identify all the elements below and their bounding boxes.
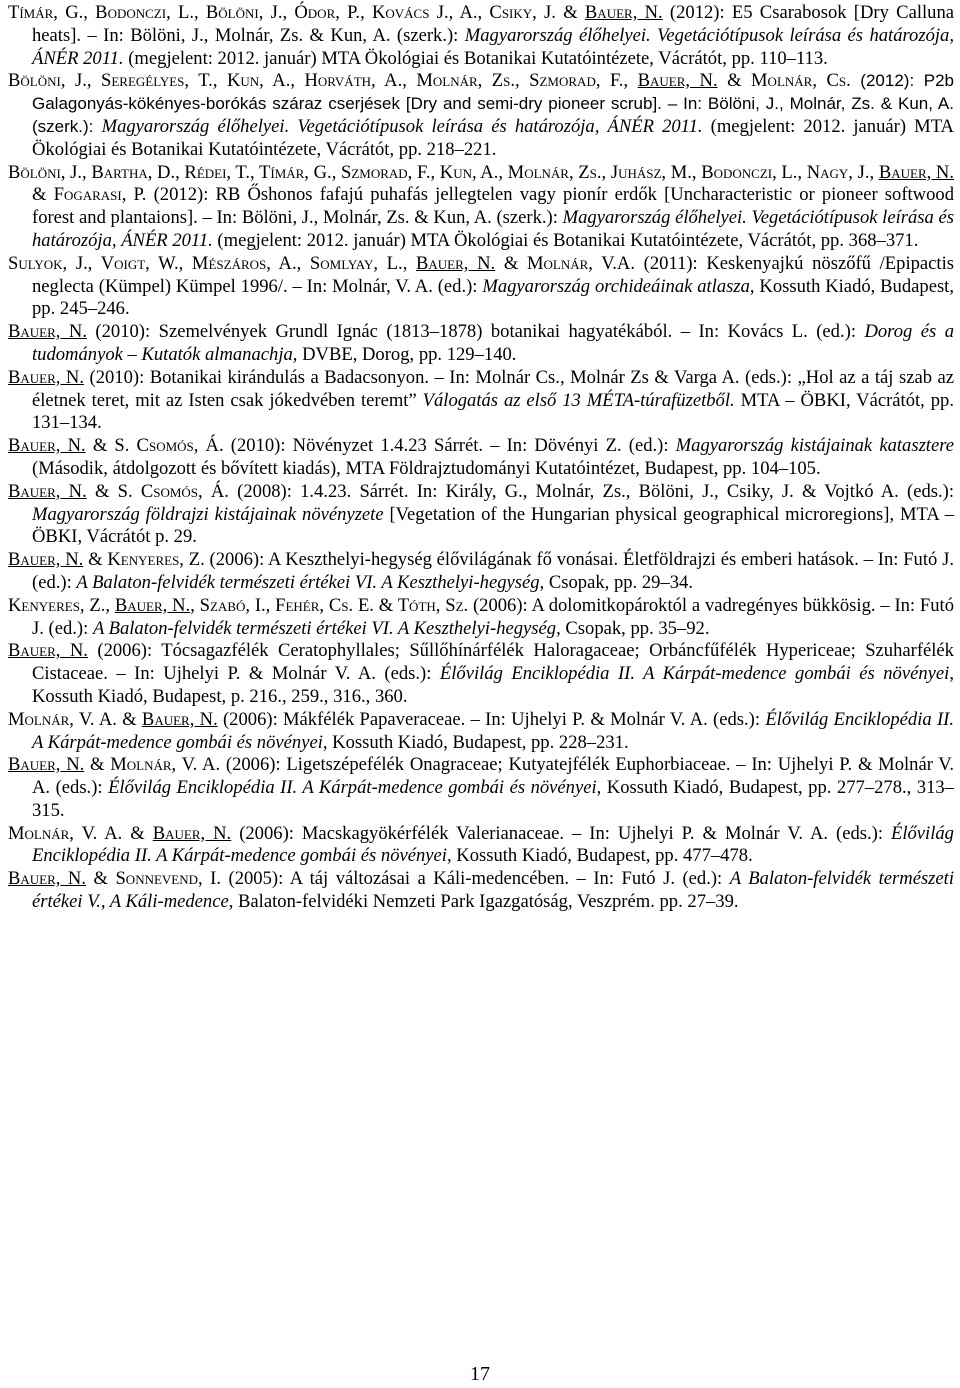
reference-text: , Csopak, pp. 29–34. (539, 571, 693, 593)
reference-text: & S. Csomós, Á. (86, 480, 229, 502)
reference-text: (2011): Keskenyajkú nöszőfű /Epipactis neglecta (Kümpel) Kümpel 1996/. – In: Molnár, V. A. (ed.): (32, 252, 954, 297)
reference-text: (2006): Tócsagazfélék Ceratophyllales; Sűllőhínárfélék Haloragaceae; Orbáncfűfélék Hypericeae; Szuharfélék Cistaceae. – In: Ujhelyi P. & Molnár V. A. (eds.): (32, 640, 954, 685)
reference-text: Bauer, N. (8, 549, 84, 571)
reference-text: Magyarország orchideáinak atlasza (482, 275, 750, 297)
reference-text: Bauer, N. (8, 640, 88, 662)
reference-text: Kenyeres, Z., (8, 594, 115, 616)
reference-text: Bauer, N. (878, 161, 955, 183)
reference-text: A Balaton-felvidék természeti értékei VI. A Keszthelyi-hegység (92, 617, 557, 639)
reference-text: (2010): Szemelvények Grundl Ignác (1813–1878) botanikai hagyatékából. – In: Kovács L. (ed.): (86, 321, 865, 343)
reference-text: Magyarország élőhelyei. Vegetációtípusok leírása és határozója, ÁNÉR 2011. (101, 115, 703, 137)
reference-text: (megjelent: 2012. január) MTA Ökológiai és Botanikai Kutatóintézete, Vácrátót, pp. 368–371. (212, 229, 919, 251)
reference-text: Bauer, N. (152, 822, 232, 844)
reference-text: , Kossuth Kiadó, Budapest, pp. 245–246. (32, 275, 954, 320)
reference-text: Tímár, G., Bodonczi, L., Bölöni, J., Ódor, P., Kovács J., A., Csiky, J. & (8, 2, 585, 23)
reference-entry (8, 70, 954, 161)
reference-text: (Második, átdolgozott és bővített kiadás), MTA Földrajztudományi Kutatóintézet, Budapest, pp. 104–105. (32, 457, 821, 479)
reference-text: (2006): A Keszthelyi-hegység élővilágának fő vonásai. Életföldrajzi és emberi hatások. – In: Futó J. (ed.): (32, 549, 954, 593)
reference-text: & Molnár, Cs. (717, 70, 851, 92)
reference-text: Dorog és a tudományok – Kutatók almanachja (32, 321, 954, 365)
reference-text: Élővilág Enciklopédia II. A Kárpát-medence gombái és növényei (439, 663, 950, 685)
reference-entry (8, 435, 954, 481)
reference-text: Molnár, V. A. & (8, 708, 142, 730)
reference-text: Molnár, V. A. & (8, 822, 153, 844)
reference-text: & S. Csomós, Á. (85, 435, 224, 457)
reference-text: Bauer, N. (637, 70, 718, 92)
reference-text: A Balaton-felvidék természeti értékei V., A Káli-medence (32, 868, 954, 913)
reference-entry (8, 709, 954, 755)
reference-text: (2006): Macskagyökérfélék Valerianaceae. – In: Ujhelyi P. & Molnár V. A. (eds.): (231, 822, 891, 844)
reference-text: Bauer, N. (8, 480, 87, 502)
reference-text: Bauer, N. (114, 594, 191, 616)
reference-text: (2006): Ligetszépefélék Onagraceae; Kutyatejfélék Euphorbiaceae. – In: Ujhelyi P. & Molnár V. A. (eds.): (32, 754, 954, 799)
reference-entry (8, 823, 954, 869)
reference-text: (2010): Növényzet 1.4.23 Sárrét. – In: Dövényi Z. (ed.): (223, 435, 676, 457)
reference-entry (8, 549, 954, 595)
reference-entry (8, 754, 954, 822)
reference-text: , Szabó, I., Fehér, Cs. E. & Tóth, Sz. (190, 594, 469, 616)
reference-text: Magyarország földrajzi kistájainak növényzete (32, 503, 384, 525)
reference-text: (2005): A táj változásai a Káli-medencében. – In: Futó J. (ed.): (221, 868, 730, 890)
reference-text: Sulyok, J., Voigt, W., Mészáros, A., Somlyay, L., (8, 252, 416, 274)
reference-entry (8, 595, 954, 641)
reference-text: (2010): Botanikai kirándulás a Badacsonyon. – In: Molnár Cs., Molnár Zs & Varga A. (eds.): „Hol az a táj szab az életnek teret, mit az Isten csak jókedvében teremt” (32, 366, 954, 411)
reference-entry (8, 868, 954, 914)
reference-entry (8, 321, 954, 367)
reference-entry (8, 162, 954, 253)
reference-text: Magyarország élőhelyei. Vegetációtípusok leírása és határozója, ÁNÉR 2011. (32, 207, 955, 251)
reference-text: Bauer, N. (8, 435, 86, 457)
reference-text: (2012): P2b Galagonyás-kökényes-borókás száraz cserjések [Dry and semi-dry pioneer scrub]. – In: Bölöni, J., Molnár, Zs. & Kun, A. (szerk.): (32, 71, 954, 136)
reference-text: Bauer, N. (141, 708, 218, 730)
reference-text: (megjelent: 2012. január) MTA Ökológiai és Botanikai Kutatóintézete, Vácrátót, pp. 218–221. (32, 115, 954, 160)
reference-text: & Fogarasi, P. (32, 184, 147, 206)
reference-text: Élővilág Enciklopédia II. A Kárpát-medence gombái és növényei (108, 777, 597, 799)
reference-text: Bauer, N. (416, 252, 496, 274)
reference-text: MTA – ÖBKI, Vácrátót, pp. 131–134. (32, 389, 954, 434)
reference-text: & Kenyeres, Z. (83, 549, 205, 571)
reference-text: [Vegetation of the Hungarian physical geographical microregions], MTA – ÖBKI, Vácrátót p. 29. (32, 503, 954, 548)
reference-text: Élővilág Enciklopédia II. A Kárpát-medence gombái és növényei (32, 822, 954, 867)
reference-entry (8, 640, 954, 708)
reference-text: Magyarország kistájainak katasztere (675, 435, 955, 457)
reference-text: (2006): A dolomitkopároktól a vadregényes bükkösig. – In: Futó J. (ed.): (32, 594, 955, 639)
reference-entry (8, 481, 954, 549)
reference-entry (8, 367, 954, 435)
reference-text: Magyarország élőhelyei. Vegetációtípusok leírása és határozója, ÁNÉR 2011. (32, 24, 954, 69)
reference-text: (2006): Mákfélék Papaveraceae. – In: Ujhelyi P. & Molnár V. A. (eds.): (217, 708, 766, 730)
reference-text: Válogatás az első 13 MÉTA-túrafüzetből. (422, 389, 735, 411)
reference-text: , Kossuth Kiadó, Budapest, p. 216., 259., 316., 360. (32, 663, 954, 707)
reference-text: (2012): RB Őshonos fafajú puhafás jellegtelen vagy pionír erdők [Uncharacteristic or pioneer softwood forest and plantaions]. – In: Bölöni, J., Molnár, Zs. & Kun, A. (szerk.): (32, 184, 954, 229)
reference-text: (megjelent: 2012. január) MTA Ökológiai és Botanikai Kutatóintézete, Vácrátót, pp. 110–113. (123, 47, 828, 69)
reference-text: , DVBE, Dorog, pp. 129–140. (292, 343, 517, 365)
reference-text: Élővilág Enciklopédia II. A Kárpát-medence gombái és növényei (32, 708, 954, 753)
reference-text: A Balaton-felvidék természeti értékei VI. A Keszthelyi-hegység (76, 571, 540, 593)
reference-text: Bauer, N. (584, 2, 663, 23)
reference-text: & Sonnevend, I. (86, 868, 222, 890)
reference-text: Bölöni, J., Seregélyes, T., Kun, A., Horváth, A., Molnár, Zs., Szmorad, F., (8, 70, 638, 92)
reference-text: & Molnár, V. A. (84, 754, 221, 776)
reference-text: (2012): E5 Csarabosok [Dry Calluna heats]. – In: Bölöni, J., Molnár, Zs. & Kun, A. (szerk.): (32, 2, 954, 46)
reference-text: Bauer, N. (8, 366, 85, 388)
reference-text: & Molnár, V.A. (495, 252, 636, 274)
reference-text: , Balaton-felvidéki Nemzeti Park Igazgatóság, Veszprém. pp. 27–39. (228, 891, 739, 913)
page-number: 17 (470, 1363, 490, 1385)
reference-text: Bölöni, J., Bartha, D., Rédei, T., Tímár, G., Szmorad, F., Kun, A., Molnár, Zs., Juhász, M., Bodonczi, L., Nagy, J., (8, 161, 879, 183)
reference-text: , Kossuth Kiadó, Budapest, pp. 277–278., 313–315. (32, 777, 954, 821)
reference-entry (8, 253, 954, 321)
reference-text: (2008): 1.4.23. Sárrét. In: Király, G., Molnár, Zs., Bölöni, J., Csiky, J. & Vojtkó A. (eds.): (228, 480, 955, 502)
reference-text: , Kossuth Kiadó, Budapest, pp. 477–478. (446, 845, 753, 867)
reference-entry (8, 2, 954, 70)
reference-text: Bauer, N. (8, 754, 85, 776)
reference-text: Bauer, N. (8, 321, 87, 343)
reference-text: , Csopak, pp. 35–92. (556, 617, 710, 639)
reference-text: Bauer, N. (8, 868, 87, 890)
reference-text: , Kossuth Kiadó, Budapest, pp. 228–231. (322, 731, 629, 753)
reference-list (8, 2, 954, 914)
